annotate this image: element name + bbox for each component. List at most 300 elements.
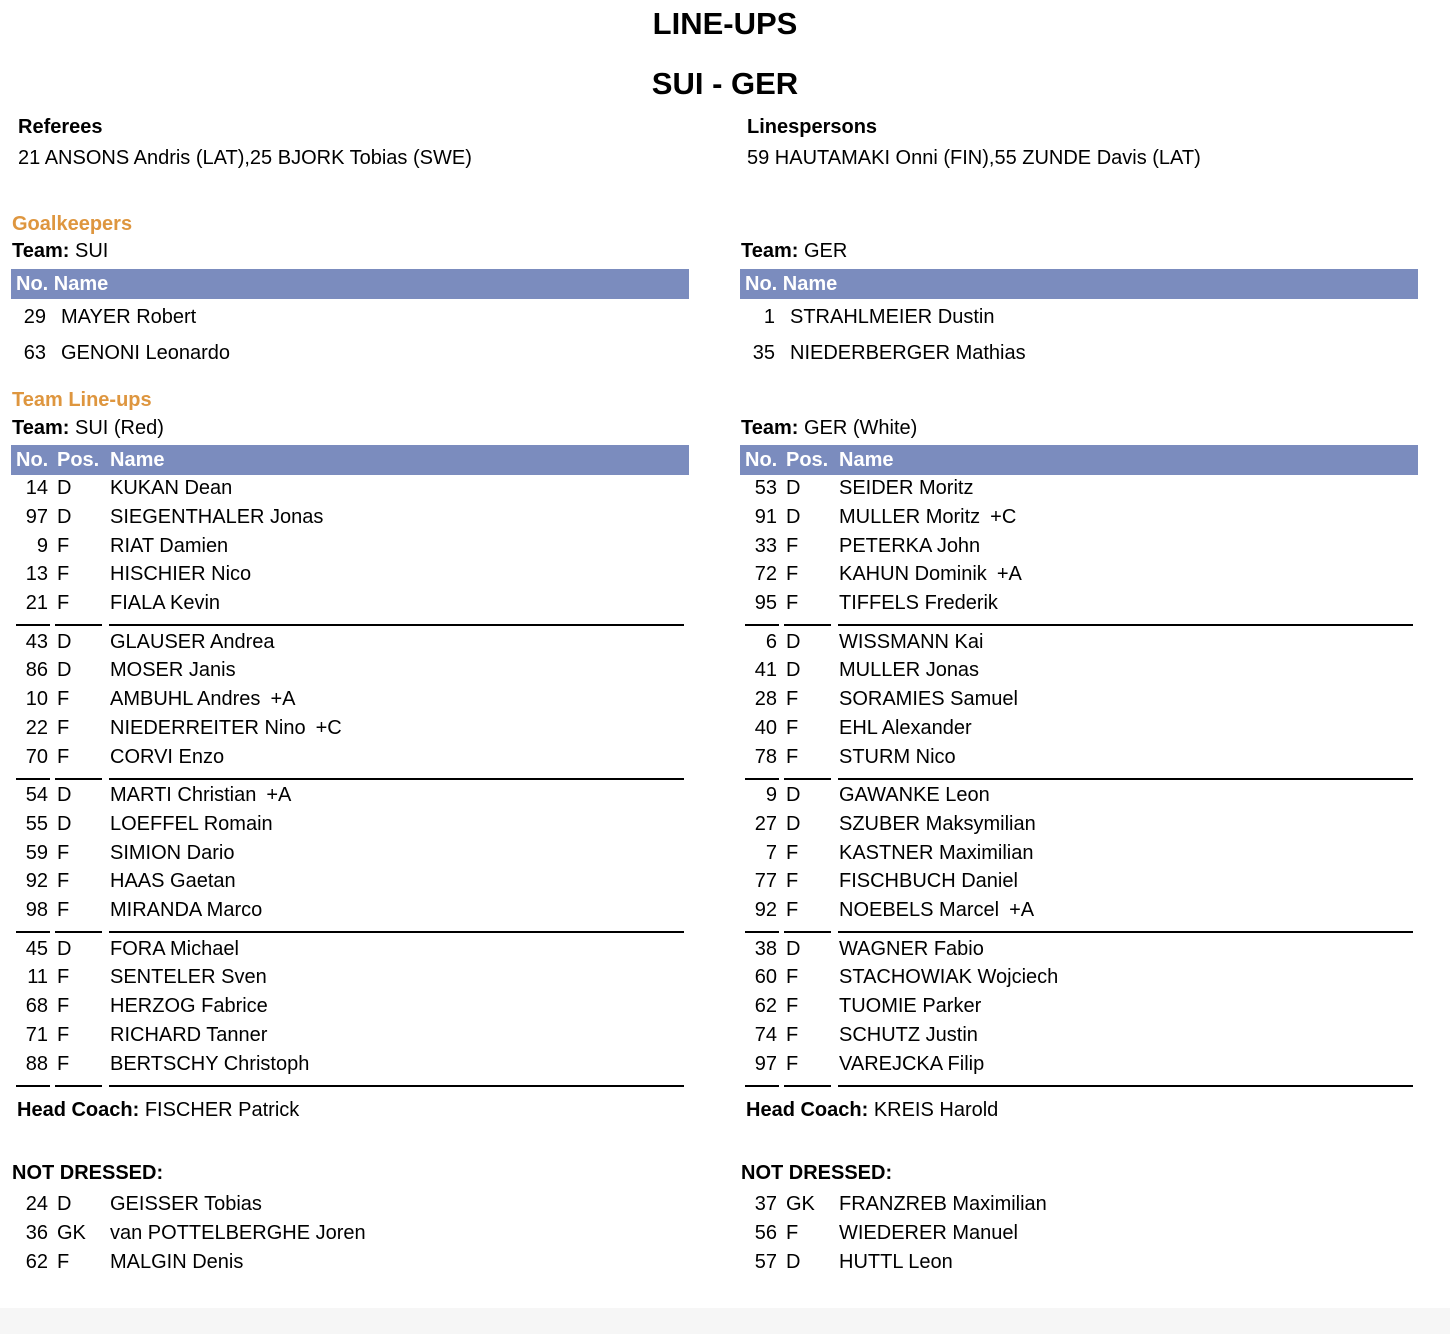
goalkeepers-section-title: Goalkeepers bbox=[12, 213, 133, 235]
line-separator-no bbox=[16, 778, 50, 780]
captain-badge: +A bbox=[1009, 899, 1035, 922]
not-dressed-row bbox=[12, 1219, 682, 1247]
player-number: 45 bbox=[25, 937, 48, 960]
head-coach bbox=[17, 1099, 299, 1122]
line-separator-no bbox=[16, 1085, 50, 1087]
player-position: F bbox=[786, 1221, 799, 1244]
lineup-player-row bbox=[12, 532, 682, 560]
player-number: 13 bbox=[25, 563, 48, 586]
player-position: F bbox=[786, 870, 799, 893]
lineup-player-row bbox=[741, 935, 1411, 963]
lineup-player-row bbox=[12, 896, 682, 924]
player-name: GENONI Leonardo bbox=[61, 342, 230, 364]
player-name-cell bbox=[839, 810, 1036, 838]
lineup-player-row bbox=[741, 1050, 1411, 1078]
lineup-player-row bbox=[741, 781, 1411, 809]
player-position: F bbox=[786, 841, 799, 864]
lineup-player-row bbox=[741, 867, 1411, 895]
goalkeepers-table-header: No. Name bbox=[740, 269, 1418, 299]
player-name-cell bbox=[110, 992, 268, 1020]
player-name: WIEDERER Manuel bbox=[839, 1221, 1018, 1244]
player-name-cell bbox=[110, 656, 236, 684]
lineup-player-row bbox=[12, 589, 682, 617]
lineup-player-row bbox=[741, 714, 1411, 742]
header-no: No. bbox=[745, 449, 778, 471]
not-dressed-row bbox=[741, 1219, 1411, 1247]
player-number: 33 bbox=[754, 534, 777, 557]
line-separator-no bbox=[745, 778, 779, 780]
player-name: NIEDERREITER Nino bbox=[110, 716, 306, 739]
player-name: MALGIN Denis bbox=[110, 1250, 244, 1273]
player-number: 97 bbox=[25, 505, 48, 528]
lineup-player-row bbox=[741, 656, 1411, 684]
player-position: F bbox=[786, 1052, 799, 1075]
player-name-cell bbox=[110, 1021, 267, 1049]
player-number: 53 bbox=[754, 477, 777, 499]
player-name-cell bbox=[110, 810, 273, 838]
player-name: LOEFFEL Romain bbox=[110, 812, 273, 835]
team-label: Team: bbox=[12, 417, 70, 439]
not-dressed-row bbox=[741, 1190, 1411, 1218]
line-separator-no bbox=[16, 624, 50, 626]
line-separator-name bbox=[838, 931, 1413, 933]
referees-label: Referees bbox=[18, 116, 103, 138]
player-position: GK bbox=[786, 1193, 815, 1215]
not-dressed-row bbox=[741, 1248, 1411, 1276]
line-separator-pos bbox=[55, 931, 102, 933]
player-name: STURM Nico bbox=[839, 745, 956, 768]
player-number: 77 bbox=[754, 870, 777, 893]
player-number: 36 bbox=[25, 1221, 48, 1244]
lineup-player-row bbox=[12, 810, 682, 838]
player-number: 92 bbox=[754, 899, 777, 922]
goalkeeper-row bbox=[741, 305, 1411, 329]
player-name-cell bbox=[839, 628, 983, 656]
player-name: TUOMIE Parker bbox=[839, 995, 982, 1018]
player-position: D bbox=[786, 477, 801, 499]
player-name: BERTSCHY Christoph bbox=[110, 1052, 310, 1075]
not-dressed-label: NOT DRESSED: bbox=[12, 1162, 164, 1184]
player-position: F bbox=[57, 1023, 70, 1046]
player-name-cell bbox=[110, 896, 262, 924]
player-position: D bbox=[57, 477, 72, 499]
goalkeeper-row bbox=[12, 305, 682, 329]
line-separator-pos bbox=[55, 624, 102, 626]
player-number: 28 bbox=[754, 688, 777, 711]
player-position: D bbox=[786, 630, 801, 653]
player-number: 54 bbox=[25, 784, 48, 806]
gk-team-label bbox=[741, 240, 847, 263]
player-name-cell bbox=[110, 867, 236, 895]
player-position: D bbox=[786, 1250, 801, 1273]
player-name-cell bbox=[110, 781, 291, 809]
player-position: GK bbox=[57, 1221, 86, 1244]
player-name: GLAUSER Andrea bbox=[110, 630, 275, 653]
player-name-cell bbox=[839, 992, 981, 1020]
player-position: F bbox=[786, 563, 799, 586]
player-number: 37 bbox=[754, 1193, 777, 1215]
player-name-cell bbox=[839, 685, 1018, 713]
player-name: WAGNER Fabio bbox=[839, 937, 984, 960]
page-title: LINE-UPS bbox=[652, 6, 798, 41]
lineup-player-row bbox=[741, 963, 1411, 991]
player-name: MOSER Janis bbox=[110, 659, 236, 682]
player-name: SEIDER Moritz bbox=[839, 477, 974, 499]
player-number: 68 bbox=[25, 995, 48, 1018]
lineup-table-header bbox=[740, 445, 1418, 475]
player-name-cell bbox=[839, 532, 980, 560]
team-label: Team: bbox=[741, 417, 799, 439]
player-position: F bbox=[57, 563, 70, 586]
line-separator-no bbox=[745, 931, 779, 933]
line-separator-name bbox=[838, 1085, 1413, 1087]
player-name-cell bbox=[839, 474, 973, 502]
player-name: VAREJCKA Filip bbox=[839, 1052, 985, 1075]
head-coach-label: Head Coach: bbox=[17, 1099, 140, 1121]
player-name: KASTNER Maximilian bbox=[839, 841, 1034, 864]
lineup-team-label bbox=[12, 417, 164, 440]
lineup-player-row bbox=[741, 560, 1411, 588]
player-name: HERZOG Fabrice bbox=[110, 995, 268, 1018]
player-position: F bbox=[57, 966, 70, 989]
lineup-player-row bbox=[12, 503, 682, 531]
player-name-cell bbox=[839, 1050, 984, 1078]
lineup-player-row bbox=[12, 714, 682, 742]
player-name: HUTTL Leon bbox=[839, 1250, 953, 1273]
lineup-player-row bbox=[741, 992, 1411, 1020]
player-name: SENTELER Sven bbox=[110, 966, 267, 989]
lineup-player-row bbox=[12, 656, 682, 684]
player-name-cell bbox=[839, 935, 984, 963]
player-number: 88 bbox=[25, 1052, 48, 1075]
player-number: 97 bbox=[754, 1052, 777, 1075]
line-separator-name bbox=[838, 778, 1413, 780]
lineup-player-row bbox=[12, 1050, 682, 1078]
player-name: FIALA Kevin bbox=[110, 592, 221, 615]
player-name-cell bbox=[110, 839, 234, 867]
player-position: F bbox=[786, 716, 799, 739]
line-separator-pos bbox=[784, 778, 831, 780]
captain-badge: +A bbox=[996, 563, 1022, 586]
line-separator-name bbox=[109, 931, 684, 933]
player-position: D bbox=[57, 937, 72, 960]
line-separator-name bbox=[109, 1085, 684, 1087]
player-position: F bbox=[786, 688, 799, 711]
player-name: KAHUN Dominik bbox=[839, 563, 987, 586]
player-name-cell bbox=[110, 714, 342, 742]
line-separator-no bbox=[745, 1085, 779, 1087]
player-name: GAWANKE Leon bbox=[839, 784, 990, 806]
player-position: D bbox=[786, 784, 801, 806]
player-position: F bbox=[786, 745, 799, 768]
player-name-cell bbox=[110, 474, 232, 502]
player-name-cell bbox=[110, 1050, 309, 1078]
team-name-color: SUI (Red) bbox=[74, 417, 164, 439]
player-name: PETERKA John bbox=[839, 534, 981, 557]
player-name-cell bbox=[839, 867, 1018, 895]
player-name: MULLER Jonas bbox=[839, 659, 980, 682]
player-number: 62 bbox=[25, 1250, 48, 1273]
line-separator-pos bbox=[55, 778, 102, 780]
player-number: 14 bbox=[25, 477, 48, 499]
lineup-player-row bbox=[741, 839, 1411, 867]
player-name-cell bbox=[839, 896, 1034, 924]
player-position: F bbox=[57, 1250, 70, 1273]
player-name-cell bbox=[110, 935, 239, 963]
player-name: FRANZREB Maximilian bbox=[839, 1193, 1047, 1215]
player-position: F bbox=[786, 966, 799, 989]
player-number: 92 bbox=[25, 870, 48, 893]
player-name: EHL Alexander bbox=[839, 716, 972, 739]
not-dressed-row bbox=[12, 1190, 682, 1218]
line-separator-pos bbox=[784, 1085, 831, 1087]
player-name-cell bbox=[110, 963, 267, 991]
player-number: 24 bbox=[25, 1193, 48, 1215]
player-position: F bbox=[57, 592, 70, 615]
lineup-player-row bbox=[12, 560, 682, 588]
player-name: SIMION Dario bbox=[110, 841, 235, 864]
player-name-cell bbox=[110, 685, 295, 713]
line-separator-pos bbox=[784, 931, 831, 933]
line-separator-no bbox=[745, 624, 779, 626]
player-name: SZUBER Maksymilian bbox=[839, 812, 1036, 835]
captain-badge: +C bbox=[315, 716, 342, 739]
player-number: 95 bbox=[754, 592, 777, 615]
player-position: F bbox=[786, 995, 799, 1018]
player-name-cell bbox=[839, 781, 990, 809]
player-position: F bbox=[786, 899, 799, 922]
lineup-player-row bbox=[741, 589, 1411, 617]
lineup-player-row bbox=[12, 867, 682, 895]
player-number: 7 bbox=[765, 841, 777, 864]
lineup-player-row bbox=[12, 743, 682, 771]
lineup-player-row bbox=[12, 685, 682, 713]
lineup-player-row bbox=[12, 963, 682, 991]
player-name: SORAMIES Samuel bbox=[839, 688, 1018, 711]
player-number: 9 bbox=[36, 534, 48, 557]
player-number: 56 bbox=[754, 1221, 777, 1244]
player-number: 55 bbox=[25, 812, 48, 835]
team-code: SUI bbox=[74, 240, 109, 262]
player-name: FORA Michael bbox=[110, 937, 239, 960]
player-name-cell bbox=[839, 560, 1022, 588]
player-position: D bbox=[57, 1193, 72, 1215]
lineup-player-row bbox=[741, 810, 1411, 838]
lineup-player-row bbox=[12, 1021, 682, 1049]
player-position: D bbox=[786, 505, 801, 528]
player-position: F bbox=[57, 899, 70, 922]
captain-badge: +C bbox=[990, 505, 1017, 528]
lineup-player-row bbox=[12, 839, 682, 867]
player-name: SCHUTZ Justin bbox=[839, 1023, 978, 1046]
lineup-player-row bbox=[741, 685, 1411, 713]
lineup-player-row bbox=[12, 474, 682, 502]
match-title: SUI - GER bbox=[651, 66, 799, 101]
player-number: 10 bbox=[25, 688, 48, 711]
lineup-player-row bbox=[12, 781, 682, 809]
player-number: 78 bbox=[754, 745, 777, 768]
head-coach-name: KREIS Harold bbox=[873, 1099, 999, 1121]
linespersons-label: Linespersons bbox=[747, 116, 878, 138]
player-number: 57 bbox=[754, 1250, 777, 1273]
lineup-player-row bbox=[12, 992, 682, 1020]
team-label: Team: bbox=[12, 240, 70, 262]
player-position: D bbox=[57, 659, 72, 682]
line-separator-name bbox=[109, 624, 684, 626]
player-number: 40 bbox=[754, 716, 777, 739]
player-name: CORVI Enzo bbox=[110, 745, 225, 768]
player-position: F bbox=[786, 592, 799, 615]
not-dressed-label: NOT DRESSED: bbox=[741, 1162, 893, 1184]
player-name: MIRANDA Marco bbox=[110, 899, 263, 922]
player-name-cell bbox=[110, 589, 220, 617]
player-position: F bbox=[57, 870, 70, 893]
player-name: FISCHBUCH Daniel bbox=[839, 870, 1018, 893]
head-coach-label: Head Coach: bbox=[746, 1099, 869, 1121]
player-name-cell bbox=[839, 503, 1016, 531]
player-name: KUKAN Dean bbox=[110, 477, 233, 499]
player-position: F bbox=[57, 841, 70, 864]
lineup-player-row bbox=[12, 628, 682, 656]
player-name: RIAT Damien bbox=[110, 534, 229, 557]
player-name-cell bbox=[110, 628, 275, 656]
lineup-player-row bbox=[741, 896, 1411, 924]
player-number: 62 bbox=[754, 995, 777, 1018]
player-name-cell bbox=[110, 560, 251, 588]
player-number: 71 bbox=[25, 1023, 48, 1046]
player-number: 1 bbox=[763, 306, 775, 328]
player-name: WISSMANN Kai bbox=[839, 630, 984, 653]
player-name: STRAHLMEIER Dustin bbox=[790, 306, 995, 328]
player-name-cell bbox=[110, 743, 224, 771]
line-separator-name bbox=[838, 624, 1413, 626]
player-name: MAYER Robert bbox=[61, 306, 197, 328]
player-number: 29 bbox=[23, 306, 46, 328]
lineup-player-row bbox=[741, 503, 1411, 531]
player-position: F bbox=[57, 688, 70, 711]
player-name-cell bbox=[839, 963, 1058, 991]
player-name-cell bbox=[110, 532, 228, 560]
player-name: NOEBELS Marcel bbox=[839, 899, 1000, 922]
player-number: 98 bbox=[25, 899, 48, 922]
player-name-cell bbox=[839, 714, 972, 742]
player-position: F bbox=[57, 745, 70, 768]
header-no: No. bbox=[16, 449, 49, 471]
head-coach-name: FISCHER Patrick bbox=[144, 1099, 300, 1121]
player-name: AMBUHL Andres bbox=[110, 688, 261, 711]
player-name-cell bbox=[839, 589, 998, 617]
lineup-table-header bbox=[11, 445, 689, 475]
team-name-color: GER (White) bbox=[803, 417, 918, 439]
player-position: F bbox=[57, 534, 70, 557]
goalkeepers-table-header: No. Name bbox=[11, 269, 689, 299]
gk-team-label bbox=[12, 240, 108, 263]
player-name: HISCHIER Nico bbox=[110, 563, 252, 586]
player-name: RICHARD Tanner bbox=[110, 1023, 268, 1046]
player-number: 74 bbox=[754, 1023, 777, 1046]
team-lineups-section-title: Team Line-ups bbox=[12, 389, 152, 411]
player-number: 9 bbox=[765, 784, 777, 806]
player-name-cell bbox=[839, 656, 979, 684]
player-position: D bbox=[786, 812, 801, 835]
player-position: D bbox=[786, 937, 801, 960]
line-separator-no bbox=[16, 931, 50, 933]
player-name: TIFFELS Frederik bbox=[839, 592, 998, 615]
player-number: 41 bbox=[754, 659, 777, 682]
player-name-cell bbox=[839, 743, 956, 771]
player-name: van POTTELBERGHE Joren bbox=[110, 1221, 366, 1244]
lineup-player-row bbox=[741, 743, 1411, 771]
player-name-cell bbox=[839, 1021, 978, 1049]
captain-badge: +A bbox=[266, 784, 292, 806]
player-position: F bbox=[57, 716, 70, 739]
player-number: 27 bbox=[754, 812, 777, 835]
header-name: Name bbox=[110, 449, 165, 471]
header-pos: Pos. bbox=[57, 449, 100, 471]
lineup-player-row bbox=[12, 935, 682, 963]
not-dressed-row bbox=[12, 1248, 682, 1276]
player-position: F bbox=[786, 1023, 799, 1046]
line-separator-pos bbox=[784, 624, 831, 626]
player-number: 22 bbox=[25, 716, 48, 739]
player-position: D bbox=[786, 659, 801, 682]
player-number: 38 bbox=[754, 937, 777, 960]
goalkeeper-row bbox=[12, 341, 682, 365]
player-number: 11 bbox=[27, 966, 48, 989]
page-footer bbox=[0, 1308, 1450, 1334]
goalkeeper-row bbox=[741, 341, 1411, 365]
player-number: 72 bbox=[754, 563, 777, 586]
header-name: Name bbox=[839, 449, 894, 471]
player-name: HAAS Gaetan bbox=[110, 870, 236, 893]
captain-badge: +A bbox=[270, 688, 296, 711]
player-position: D bbox=[57, 812, 72, 835]
player-number: 59 bbox=[25, 841, 48, 864]
player-number: 70 bbox=[25, 745, 48, 768]
lineup-player-row bbox=[741, 628, 1411, 656]
lineup-player-row bbox=[741, 474, 1411, 502]
player-name-cell bbox=[839, 839, 1033, 867]
player-name: MARTI Christian bbox=[110, 784, 257, 806]
player-position: F bbox=[786, 534, 799, 557]
player-name: SIEGENTHALER Jonas bbox=[110, 505, 324, 528]
player-number: 21 bbox=[25, 592, 48, 615]
team-code: GER bbox=[803, 240, 848, 262]
header-pos: Pos. bbox=[786, 449, 829, 471]
linespersons-value: 59 HAUTAMAKI Onni (FIN),55 ZUNDE Davis (LAT) bbox=[747, 147, 1201, 169]
lineup-player-row bbox=[741, 532, 1411, 560]
team-label: Team: bbox=[741, 240, 799, 262]
player-name: NIEDERBERGER Mathias bbox=[790, 342, 1026, 364]
player-number: 60 bbox=[754, 966, 777, 989]
lineup-team-label bbox=[741, 417, 917, 440]
line-separator-pos bbox=[55, 1085, 102, 1087]
referees-value: 21 ANSONS Andris (LAT),25 BJORK Tobias (SWE) bbox=[18, 147, 472, 169]
player-number: 86 bbox=[25, 659, 48, 682]
player-number: 63 bbox=[23, 342, 46, 364]
line-separator-name bbox=[109, 778, 684, 780]
player-position: F bbox=[57, 1052, 70, 1075]
player-name-cell bbox=[110, 503, 323, 531]
player-name: MULLER Moritz bbox=[839, 505, 981, 528]
player-number: 6 bbox=[765, 630, 777, 653]
head-coach bbox=[746, 1099, 998, 1122]
player-position: D bbox=[57, 630, 72, 653]
player-position: F bbox=[57, 995, 70, 1018]
player-number: 91 bbox=[754, 505, 777, 528]
player-position: D bbox=[57, 784, 72, 806]
lineup-player-row bbox=[741, 1021, 1411, 1049]
